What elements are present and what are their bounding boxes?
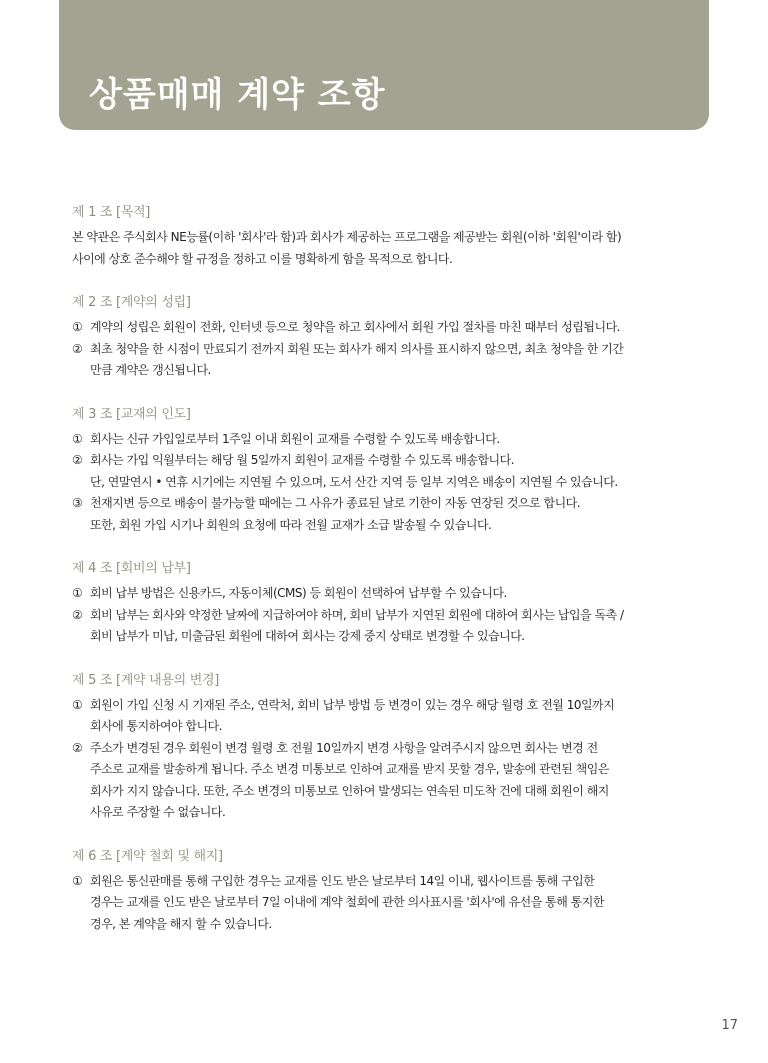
clause-text <box>90 583 507 605</box>
clause-line: 회사는 신규 가입일로부터 1주일 이내 회원이 교재를 수령할 수 있도록 배송합니다. <box>90 431 500 446</box>
article-section <box>72 405 712 537</box>
clause-line: 주소가 변경된 경우 회원이 변경 월령 호 전월 10일까지 변경 사항을 알려주시지 않으면 회사는 변경 전 <box>90 740 598 755</box>
clause-line: 사이에 상호 준수해야 할 규정을 정하고 이를 명확하게 함을 목적으로 합니다. <box>72 251 453 266</box>
page-title: 상품매매 계약 조항 <box>89 75 386 115</box>
clause-item <box>72 695 712 738</box>
article-section <box>72 203 712 270</box>
clause-line: 최초 청약을 한 시점이 만료되기 전까지 회원 또는 회사가 해지 의사를 표시하지 않으면, 최초 청약을 한 기간 <box>90 341 624 356</box>
clause-line: 회사는 가입 익월부터는 해당 월 5일까지 회원이 교재를 수령할 수 있도록 배송합니다. <box>90 453 515 467</box>
clause-number: ③ <box>72 496 83 510</box>
clause-text <box>90 605 624 648</box>
clause-number: ② <box>72 341 83 356</box>
clause-item <box>72 227 712 270</box>
article-section <box>72 293 712 382</box>
page-number: 17 <box>721 1018 738 1033</box>
clause-number: ① <box>72 873 83 888</box>
clause-line: 경우, 본 계약을 해지 할 수 있습니다. <box>90 916 272 931</box>
article-title: 제 4 조 [회비의 납부] <box>72 561 191 576</box>
article-section <box>72 671 712 824</box>
clause-line: 주소로 교재를 발송하게 됩니다. 주소 변경 미통보로 인하여 교재를 받지 못할 경우, 발송에 관련된 책임은 <box>90 762 609 776</box>
clause-line: 회사가 지지 않습니다. 또한, 주소 변경의 미통보로 인하여 발생되는 연속된 미도착 건에 대해 회원이 해지 <box>90 783 609 798</box>
clause-number: ① <box>72 320 83 334</box>
article-title: 제 5 조 [계약 내용의 변경] <box>72 672 219 688</box>
clause-line: 천재지변 등으로 배송이 불가능할 때에는 그 사유가 종료된 날로 기한이 자동 연장된 것으로 합니다. <box>90 496 581 510</box>
clause-item <box>72 429 712 451</box>
clause-line: 사유로 주장할 수 없습니다. <box>90 805 226 819</box>
article-title: 제 6 조 [계약 철회 및 해지] <box>72 848 223 864</box>
clause-line: 회비 납부는 회사와 약정한 날짜에 지급하여야 하며, 회비 납부가 지연된 회원에 대하여 회사는 납입을 독촉 / <box>90 607 624 622</box>
clause-text <box>90 493 580 536</box>
clause-text <box>90 871 604 936</box>
clause-text <box>90 429 500 451</box>
clause-line: 본 약관은 주식회사 NE능률(이하 '회사'라 함)과 회사가 제공하는 프로그램을 제공받는 회원(이하 '회원'이라 함) <box>72 230 622 244</box>
clause-number: ① <box>72 586 83 600</box>
clause-text <box>90 450 618 493</box>
clause-line: 계약의 성립은 회원이 전화, 인터넷 등으로 청약을 하고 회사에서 회원 가입 절차를 마친 때부터 성립됩니다. <box>90 320 620 334</box>
clause-line: 회비 납부가 미납, 미출금된 회원에 대하여 회사는 강제 중지 상태로 변경할 수 있습니다. <box>90 629 525 643</box>
clause-line: 회원은 통신판매를 통해 구입한 경우는 교재를 인도 받은 날로부터 14일 이내, 웹사이트를 통해 구입한 <box>90 873 595 888</box>
clause-line: 또한, 회원 가입 시기나 회원의 요청에 따라 전월 교재가 소급 발송될 수 있습니다. <box>90 517 492 532</box>
clause-text <box>90 738 609 824</box>
clause-line: 회사에 통지하여야 합니다. <box>90 719 222 733</box>
clause-item <box>72 738 712 824</box>
clause-item <box>72 605 712 648</box>
header-banner <box>59 0 709 130</box>
clause-number: ② <box>72 453 83 467</box>
article-title: 제 1 조 [목적] <box>72 205 151 220</box>
clause-number: ① <box>72 697 83 712</box>
clause-item <box>72 493 712 536</box>
clause-number: ① <box>72 431 83 446</box>
article-title: 제 2 조 [계약의 성립] <box>72 295 191 310</box>
clause-text <box>90 317 620 339</box>
clause-item <box>72 450 712 493</box>
clause-line: 회비 납부 방법은 신용카드, 자동이체(CMS) 등 회원이 선택하여 납부할 수 있습니다. <box>90 586 507 600</box>
clause-item <box>72 583 712 605</box>
clause-line: 단, 연말연시 • 연휴 시기에는 지연될 수 있으며, 도서 산간 지역 등 일부 지역은 배송이 지연될 수 있습니다. <box>90 474 618 489</box>
clause-text <box>90 695 614 738</box>
article-section <box>72 847 712 936</box>
clause-line: 만큼 계약은 갱신됩니다. <box>90 363 211 377</box>
clause-line: 경우는 교재를 인도 받은 날로부터 7일 이내에 계약 철회에 관한 의사표시를 '회사'에 유선을 통해 통지한 <box>90 895 604 909</box>
clause-text <box>90 339 623 382</box>
terms-content <box>72 203 712 958</box>
clause-line: 회원이 가입 신청 시 기재된 주소, 연락처, 회비 납부 방법 등 변경이 있는 경우 해당 월령 호 전월 10일까지 <box>90 697 615 712</box>
clause-item <box>72 871 712 936</box>
clause-number: ② <box>72 607 83 622</box>
clause-item <box>72 317 712 339</box>
clause-number: ② <box>72 740 83 755</box>
article-section <box>72 559 712 648</box>
clause-text <box>72 227 621 270</box>
article-title: 제 3 조 [교재의 인도] <box>72 406 191 422</box>
clause-item <box>72 339 712 382</box>
